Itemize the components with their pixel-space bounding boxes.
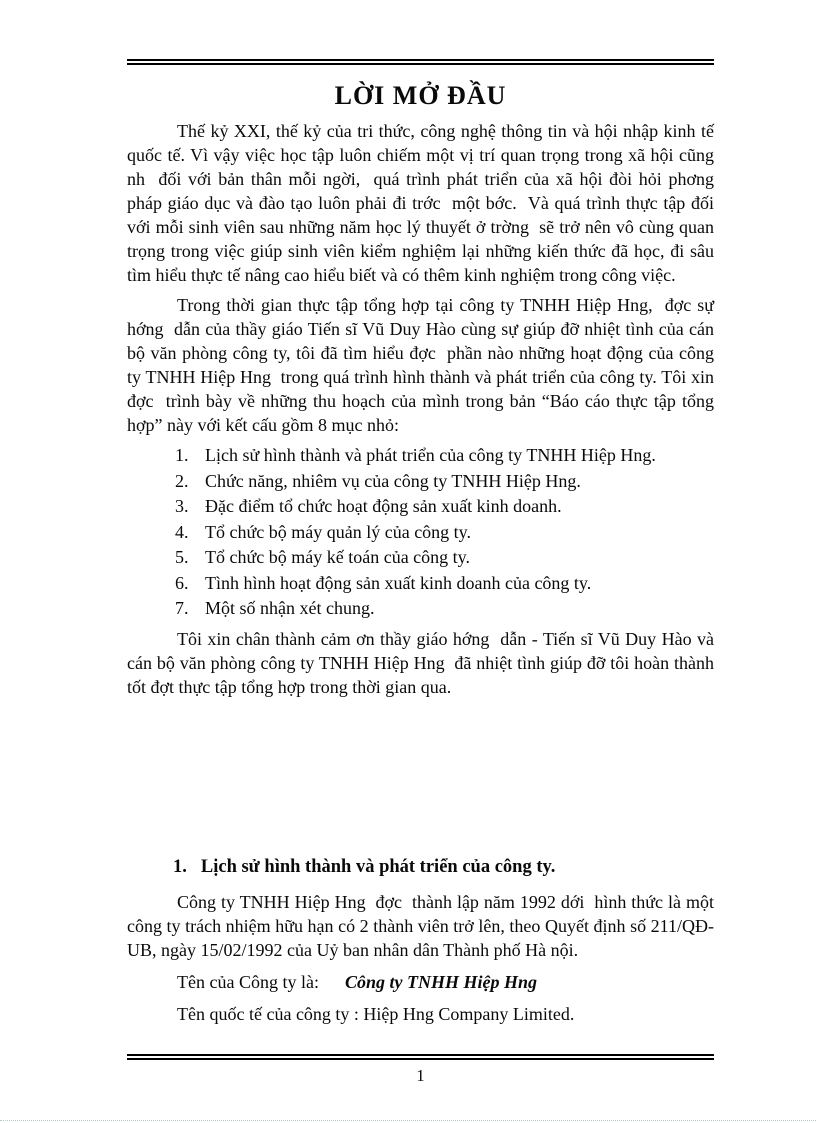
list-item-text: Tổ chức bộ máy quản lý của công ty. [205, 521, 472, 542]
thanks-paragraph: Tôi xin chân thành cảm ơn thầy giáo hớng dẫn - Tiến sĩ Vũ Duy Hào và cán bộ văn phòng công ty TNHH Hiệp Hng đã nhiệt tình giúp đỡ tôi hoàn thành tốt đợt thực tập tổng hợp trong thời gian qua. [127, 628, 719, 697]
section-heading-text: Lịch sử hình thành và phát triển của công ty. [200, 856, 556, 877]
section-heading-number: 1. [173, 856, 187, 877]
company-name-line [127, 970, 714, 994]
header-rule [127, 59, 714, 65]
list-item-text: Lịch sử hình thành và phát triển của công ty TNHH Hiệp Hng. [205, 445, 656, 465]
list-item-number: 3. [175, 496, 189, 516]
list-item-text: Tổ chức bộ máy kế toán của công ty. [205, 547, 470, 567]
list-item-text: Tình hình hoạt động sản xuất kinh doanh của công ty. [205, 572, 592, 593]
page-title: LỜI MỞ ĐẦU [334, 81, 507, 110]
section-heading [127, 857, 714, 878]
company-name-label: Tên của Công ty là: [177, 971, 319, 992]
numbered-list [127, 443, 714, 622]
footer-rule [127, 1054, 714, 1060]
list-item [127, 571, 714, 597]
list-item [127, 520, 714, 546]
page-bottom-edge [0, 1120, 816, 1121]
company-name-value: Công ty TNHH Hiệp Hng [344, 971, 537, 992]
page-number: 1 [416, 1066, 425, 1085]
international-name-line: Tên quốc tế của công ty : Hiệp Hng Company Limited. [177, 1003, 575, 1024]
list-item-number: 1. [175, 445, 189, 465]
list-item [127, 443, 714, 469]
section-paragraph: Công ty TNHH Hiệp Hng đợc thành lập năm 1992 dới hình thức là một công ty trách nhiệm hữu hạn có 2 thành viên trở lên, theo Quyết định số 211/QĐ-UB, ngày 15/02/1992 của Uỷ ban nhân dân Thành phố Hà nội. [127, 891, 719, 960]
intro-paragraph-1: Thế kỷ XXI, thế kỷ của tri thức, công nghệ thông tin và hội nhập kinh tế quốc tế. Vì vậy việc học tập luôn chiếm một vị trí quan trọng trong xã hội cũng nh đối với bản thân mỗi ngời, quá trình phát triển của xã hội đòi hỏi phơng pháp giáo dục và đào tạo luôn phải đi trớc một bớc. Và quá trình thực tập đối với mỗi sinh viên sau những năm học lý thuyết ở trờng sẽ trở nên vô cùng quan trọng trong việc giúp sinh viên kiểm nghiệm lại những kiến thức đã học, đi sâu tìm hiểu thực tế nâng cao hiểu biết và có thêm kinh nghiệm trong công việc. [127, 121, 723, 285]
list-item-text: Chức năng, nhiêm vụ của công ty TNHH Hiệp Hng. [205, 470, 581, 491]
list-item-text: Đặc điểm tổ chức hoạt động sản xuất kinh doanh. [205, 496, 562, 516]
list-item-number: 2. [175, 470, 189, 491]
list-item-number: 6. [175, 572, 189, 593]
list-item-number: 5. [175, 547, 189, 567]
intro-paragraph-2: Trong thời gian thực tập tổng hợp tại công ty TNHH Hiệp Hng, đợc sự hớng dẫn của thầy giáo Tiến sĩ Vũ Duy Hào cùng sự giúp đỡ nhiệt tình của cán bộ văn phòng công ty, tôi đã tìm hiểu đợc phần nào những hoạt động của công ty TNHH Hiệp Hng trong quá trình hình thành và phát triển của công ty. Tôi xin đợc trình bày về những thu hoạch của mình trong bản “Báo cáo thực tập tổng hợp” này với kết cấu gồm 8 mục nhỏ: [127, 295, 719, 435]
list-item [127, 545, 714, 571]
list-item [127, 469, 714, 495]
list-item-text: Một số nhận xét chung. [205, 598, 375, 618]
list-item [127, 596, 714, 622]
list-item-number: 7. [175, 598, 189, 618]
text-block [127, 0, 723, 1034]
list-item [127, 494, 714, 520]
list-item-number: 4. [175, 521, 189, 542]
